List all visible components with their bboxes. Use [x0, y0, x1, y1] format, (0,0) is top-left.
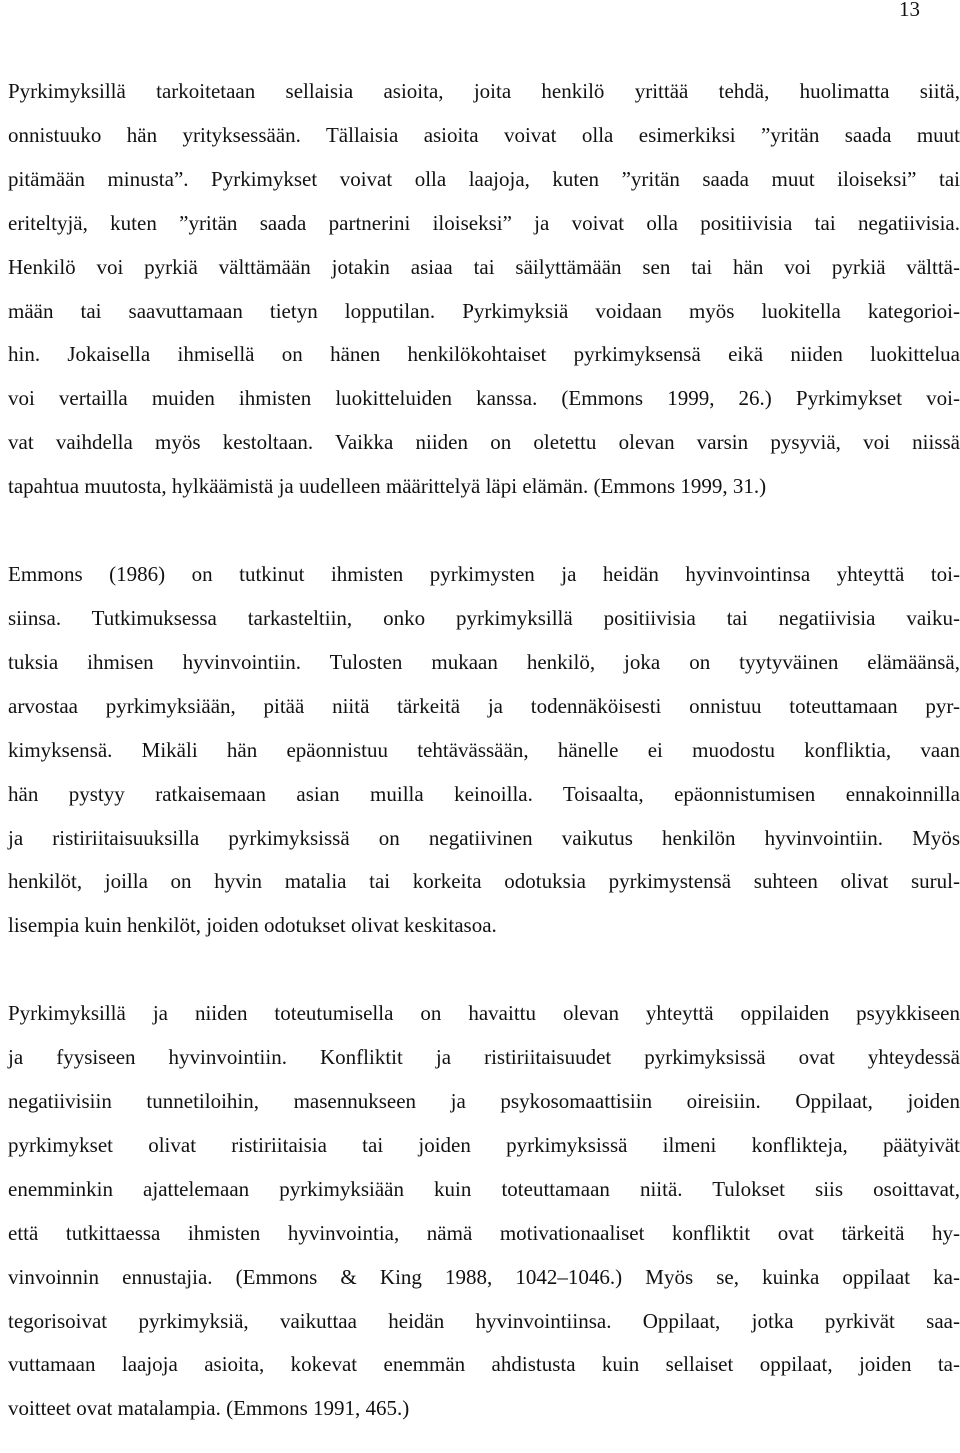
text-line: henkilöt, joilla on hyvin matalia tai korkeita odotuksia pyrkimystensä suhteen olivat surul-	[8, 869, 960, 894]
text-line: kimyksensä. Mikäli hän epäonnistuu tehtävässään, hänelle ei muodostu konfliktia, vaan	[8, 737, 960, 762]
page-number: 13	[899, 0, 920, 21]
text-line: pitämään minusta”. Pyrkimykset voivat olla laajoja, kuten ”yritän saada muut iloiseksi” tai	[8, 166, 960, 191]
text-line: hin. Jokaisella ihmisellä on hänen henkilökohtaiset pyrkimyksensä eikä niiden luokittelua	[8, 342, 960, 367]
text-line: että tutkittaessa ihmisten hyvinvointia, nämä motivationaaliset konfliktit ovat tärkeitä hy-	[8, 1220, 960, 1245]
text-line: Pyrkimyksillä tarkoitetaan sellaisia asioita, joita henkilö yrittää tehdä, huolimatta siitä,	[8, 79, 960, 103]
paragraph-1	[8, 70, 960, 509]
text-line: pyrkimykset olivat ristiriitaisia tai joiden pyrkimyksissä ilmeni konflikteja, päätyivät	[8, 1132, 960, 1157]
paragraph-spacer	[8, 948, 960, 992]
text-line: hän pystyy ratkaisemaan asian muilla keinoilla. Toisaalta, epäonnistumisen ennakoinnilla	[8, 781, 960, 806]
text-line: siinsa. Tutkimuksessa tarkasteltiin, onko pyrkimyksillä positiivisia tai negatiivisia vaiku-	[8, 605, 960, 630]
text-line: Henkilö voi pyrkiä välttämään jotakin asiaa tai säilyttämään sen tai hän voi pyrkiä välttä-	[8, 254, 960, 279]
text-line: ja fyysiseen hyvinvointiin. Konfliktit ja ristiriitaisuudet pyrkimyksissä ovat yhteydessä	[8, 1045, 960, 1070]
text-line: onnistuuko hän yrityksessään. Tällaisia asioita voivat olla esimerkiksi ”yritän saada muut	[8, 122, 960, 147]
text-line: negatiivisiin tunnetiloihin, masennukseen ja psykosomaattisiin oireisiin. Oppilaat, joiden	[8, 1089, 960, 1114]
text-line: voitteet ovat matalampia. (Emmons 1991, 465.)	[8, 1396, 410, 1421]
text-line: vinvoinnin ennustajia. (Emmons & King 1988, 1042–1046.) Myös se, kuinka oppilaat ka-	[8, 1264, 960, 1289]
paragraph-3	[8, 992, 960, 1431]
text-line: vat vaihdella myös kestoltaan. Vaikka niiden on oletettu olevan varsin pysyviä, voi niissä	[8, 430, 960, 455]
text-line: voi vertailla muiden ihmisten luokitteluiden kanssa. (Emmons 1999, 26.) Pyrkimykset voi-	[8, 386, 960, 411]
document-body	[8, 70, 960, 1431]
text-line: Pyrkimyksillä ja niiden toteutumisella on havaittu olevan yhteyttä oppilaiden psyykkiseen	[8, 1001, 960, 1026]
text-line: lisempia kuin henkilöt, joiden odotukset olivat keskitasoa.	[8, 913, 497, 938]
paragraph-2	[8, 553, 960, 948]
text-line: tegorisoivat pyrkimyksiä, vaikuttaa heidän hyvinvointiinsa. Oppilaat, jotka pyrkivät saa-	[8, 1308, 960, 1333]
text-line: vuttamaan laajoja asioita, kokevat enemmän ahdistusta kuin sellaiset oppilaat, joiden ta-	[8, 1352, 960, 1377]
paragraph-spacer	[8, 509, 960, 553]
text-line: enemminkin ajattelemaan pyrkimyksiään kuin toteuttamaan niitä. Tulokset siis osoittavat,	[8, 1176, 960, 1201]
text-line: tuksia ihmisen hyvinvointiin. Tulosten mukaan henkilö, joka on tyytyväinen elämäänsä,	[8, 649, 960, 674]
text-line: eriteltyjä, kuten ”yritän saada partnerini iloiseksi” ja voivat olla positiivisia tai negatiivisia.	[8, 210, 960, 235]
text-line: mään tai saavuttamaan tietyn lopputilan. Pyrkimyksiä voidaan myös luokitella kategorioi-	[8, 298, 960, 323]
text-line: Emmons (1986) on tutkinut ihmisten pyrkimysten ja heidän hyvinvointinsa yhteyttä toi-	[8, 562, 960, 587]
text-line: arvostaa pyrkimyksiään, pitää niitä tärkeitä ja todennäköisesti onnistuu toteuttamaan pyr-	[8, 693, 960, 718]
text-line: ja ristiriitaisuuksilla pyrkimyksissä on negatiivinen vaikutus henkilön hyvinvointiin. Myös	[8, 825, 960, 850]
text-line: tapahtua muutosta, hylkäämistä ja uudelleen määrittelyä läpi elämän. (Emmons 1999, 31.)	[8, 474, 767, 499]
